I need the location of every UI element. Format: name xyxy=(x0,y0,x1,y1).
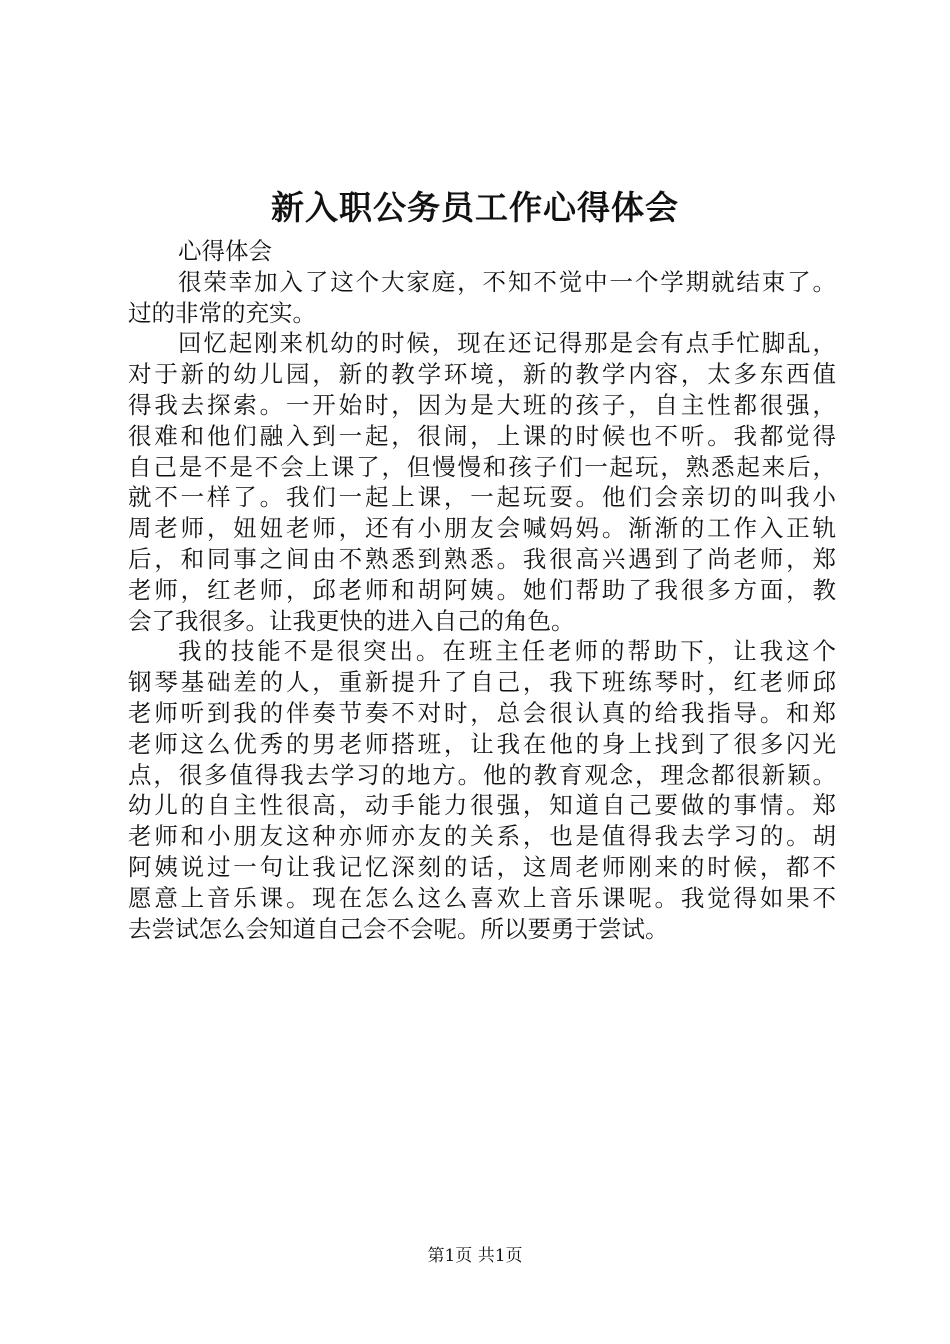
paragraph-line: 很难和他们融入到一起，很闹，上课的时候也不听。我都觉得 xyxy=(128,421,836,450)
paragraph-line: 后，和同事之间由不熟悉到熟悉。我很高兴遇到了尚老师，郑 xyxy=(128,544,836,573)
paragraph xyxy=(128,636,836,944)
section-heading: 心得体会 xyxy=(178,237,272,265)
paragraph-line: 就不一样了。我们一起上课，一起玩耍。他们会亲切的叫我小 xyxy=(128,483,836,512)
paragraph xyxy=(128,267,836,329)
paragraph xyxy=(128,328,836,636)
paragraph-line: 老师听到我的伴奏节奏不对时，总会很认真的给我指导。和郑 xyxy=(128,698,836,727)
paragraph-line: 老师和小朋友这种亦师亦友的关系，也是值得我去学习的。胡 xyxy=(128,822,836,851)
document-body xyxy=(128,236,836,944)
paragraph-line: 会了我很多。让我更快的进入自己的角色。 xyxy=(128,606,575,635)
paragraph-line: 自己是不是不会上课了，但慢慢和孩子们一起玩，熟悉起来后， xyxy=(128,452,836,481)
paragraph-line: 老师，红老师，邱老师和胡阿姨。她们帮助了我很多方面，教 xyxy=(128,575,836,604)
page-footer: 第1页 共1页 xyxy=(427,1246,523,1266)
paragraph-line: 去尝试怎么会知道自己会不会呢。所以要勇于尝试。 xyxy=(128,914,669,943)
paragraph-line: 老师这么优秀的男老师搭班，让我在他的身上找到了很多闪光 xyxy=(128,729,836,758)
paragraph-line: 愿意上音乐课。现在怎么这么喜欢上音乐课呢。我觉得如果不 xyxy=(128,883,836,912)
paragraph-line: 我的技能不是很突出。在班主任老师的帮助下，让我这个 xyxy=(178,637,836,666)
paragraph-line: 点，很多值得我去学习的地方。他的教育观念，理念都很新颖。 xyxy=(128,760,836,789)
paragraph-line: 过的非常的充实。 xyxy=(128,298,316,327)
paragraph-line: 周老师，妞妞老师，还有小朋友会喊妈妈。渐渐的工作入正轨 xyxy=(128,514,836,543)
paragraph-line: 得我去探索。一开始时，因为是大班的孩子，自主性都很强， xyxy=(128,390,836,419)
paragraph-line: 钢琴基础差的人，重新提升了自己，我下班练琴时，红老师邱 xyxy=(128,668,836,697)
paragraph-line: 阿姨说过一句让我记忆深刻的话，这周老师刚来的时候，都不 xyxy=(128,852,836,881)
paragraph-line: 很荣幸加入了这个大家庭，不知不觉中一个学期就结束了。 xyxy=(178,267,836,296)
paragraph-line: 对于新的幼儿园，新的教学环境，新的教学内容，太多东西值 xyxy=(128,360,836,389)
document-title: 新入职公务员工作心得体会 xyxy=(271,188,679,227)
paragraph-line: 幼儿的自主性很高，动手能力很强，知道自己要做的事情。郑 xyxy=(128,791,836,820)
paragraph-line: 回忆起刚来机幼的时候，现在还记得那是会有点手忙脚乱， xyxy=(178,329,836,358)
